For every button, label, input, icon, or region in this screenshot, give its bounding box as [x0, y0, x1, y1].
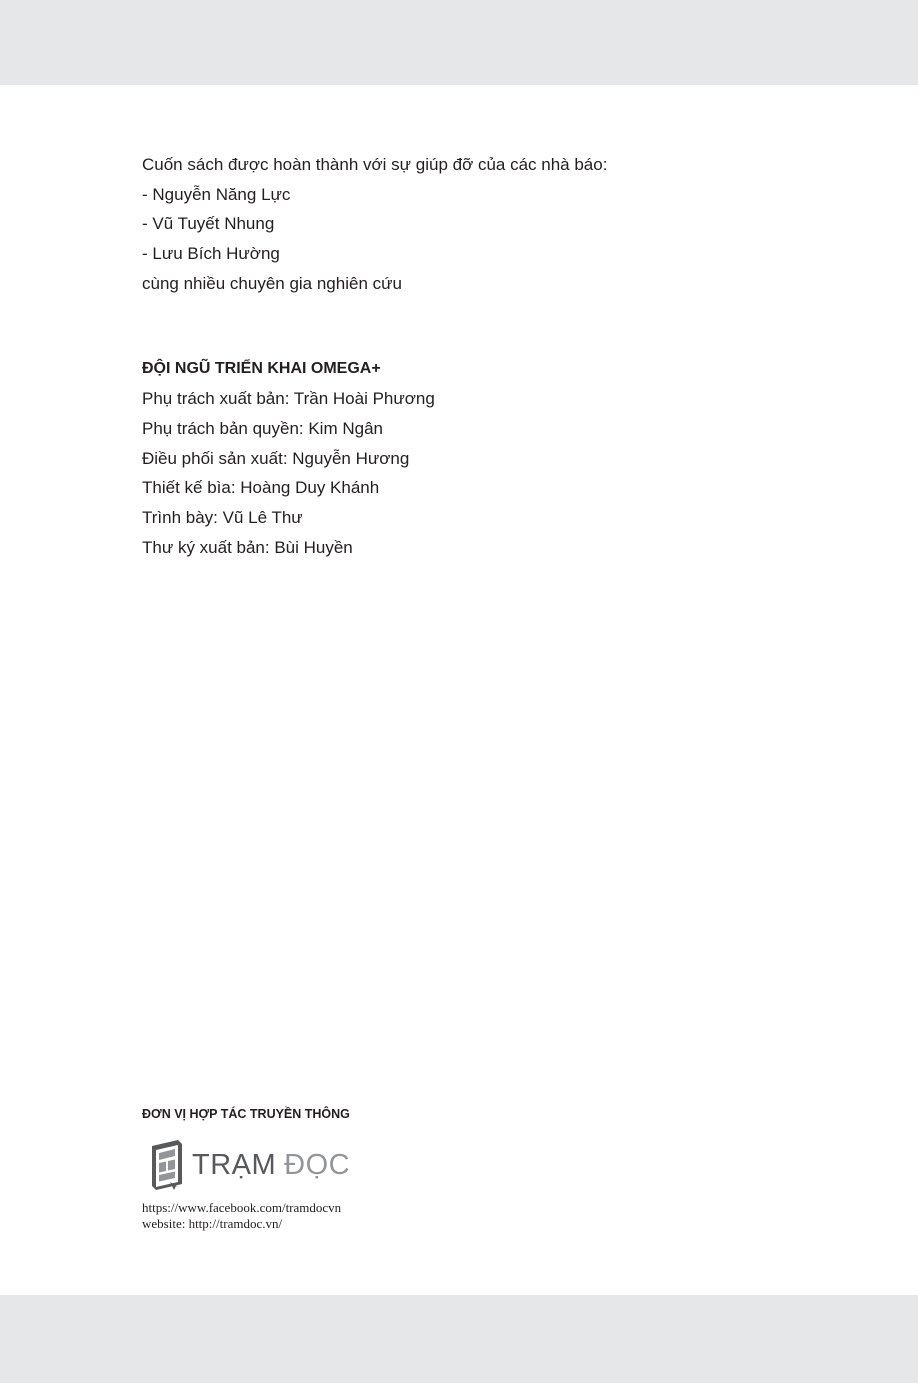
- team-member: Phụ trách xuất bản: Trần Hoài Phương: [142, 389, 435, 408]
- journalist-name: - Lưu Bích Hường: [142, 244, 280, 263]
- team-member: Thư ký xuất bản: Bùi Huyền: [142, 538, 353, 557]
- bottom-margin-band: [0, 1295, 918, 1383]
- team-member: Trình bày: Vũ Lê Thư: [142, 508, 303, 527]
- team-member: Phụ trách bản quyền: Kim Ngân: [142, 419, 383, 438]
- partner-heading: ĐƠN VỊ HỢP TÁC TRUYỀN THÔNG: [142, 1107, 350, 1121]
- team-member: Thiết kế bìa: Hoàng Duy Khánh: [142, 478, 380, 497]
- team-member: Điều phối sản xuất: Nguyễn Hương: [142, 449, 410, 468]
- team-heading: ĐỘI NGŨ TRIỂN KHAI OMEGA+: [142, 360, 381, 377]
- website-link[interactable]: website: http://tramdoc.vn/: [142, 1216, 283, 1231]
- logo-wordmark: [192, 1148, 350, 1182]
- credits-intro: Cuốn sách được hoàn thành với sự giúp đỡ của các nhà báo:: [142, 155, 608, 174]
- tramdoc-logo: [148, 1138, 351, 1194]
- journalist-name: - Vũ Tuyết Nhung: [142, 214, 275, 233]
- facebook-link[interactable]: https://www.facebook.com/tramdocvn: [142, 1200, 342, 1215]
- logo-word-tram: TRẠM: [192, 1149, 277, 1181]
- top-margin-band: [0, 0, 918, 85]
- journalist-name: - Nguyễn Năng Lực: [142, 185, 291, 204]
- credits-closing: cùng nhiều chuyên gia nghiên cứu: [142, 274, 402, 293]
- book-page: [0, 85, 918, 1295]
- logo-word-doc: ĐỌC: [284, 1149, 351, 1181]
- book-icon: [148, 1138, 188, 1194]
